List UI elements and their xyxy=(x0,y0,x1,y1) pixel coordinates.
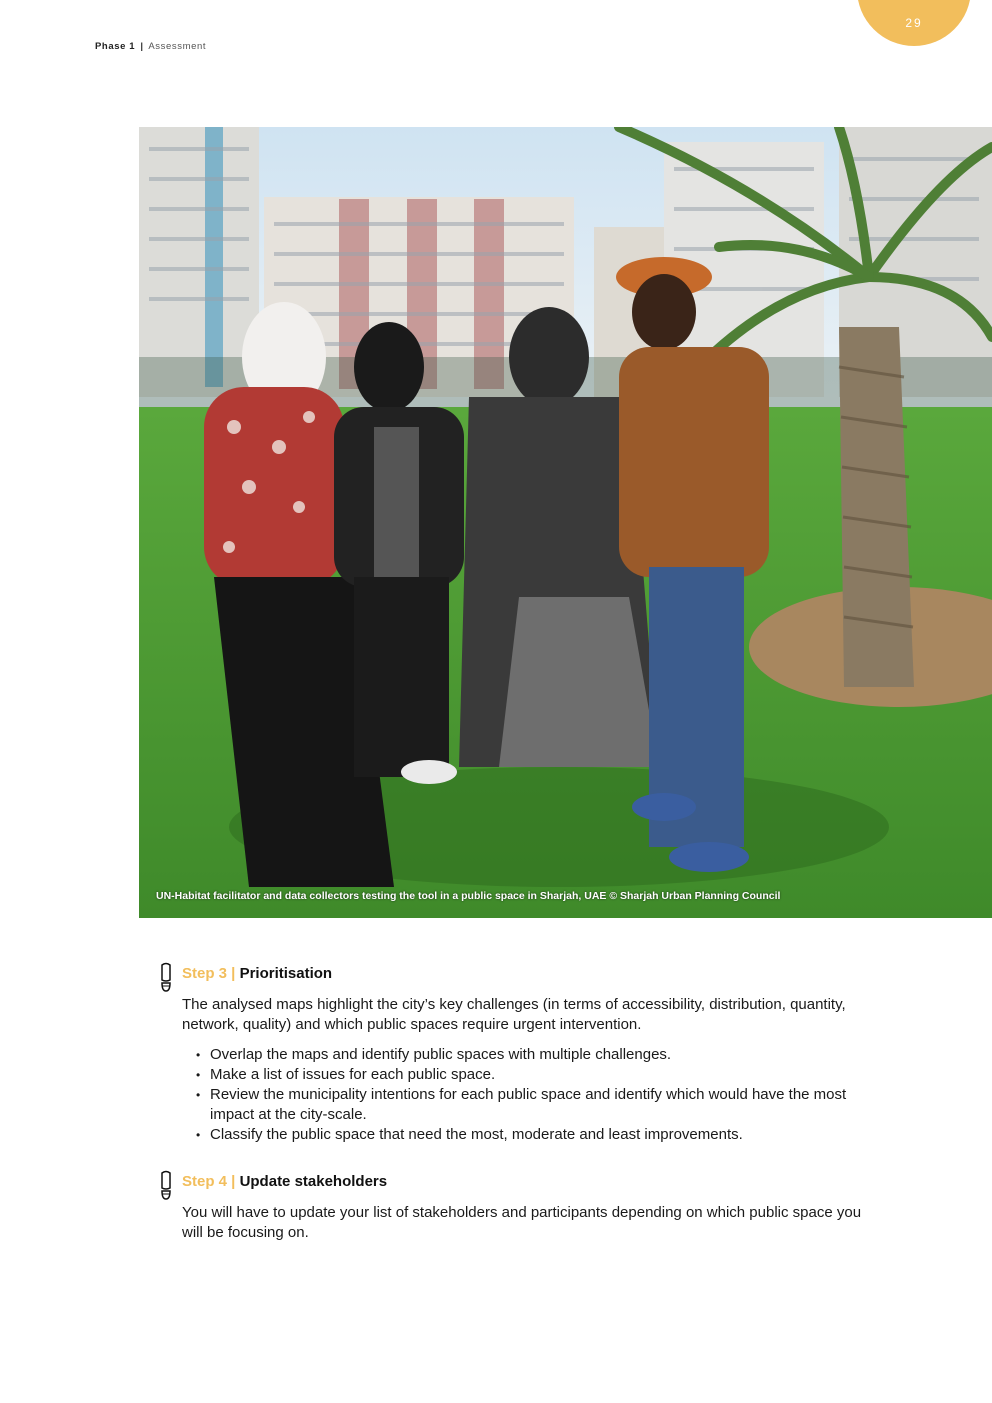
footprint-icon xyxy=(158,962,174,994)
step-4-label: Step 4 | xyxy=(182,1173,236,1190)
list-item: • Review the municipality intentions for each public space and identify which would have the most impact at the city-scale. xyxy=(196,1086,847,1123)
list-item: • Classify the public space that need the most, moderate and least improvements. xyxy=(196,1126,743,1143)
running-header xyxy=(95,41,206,52)
step-4-title: Update stakeholders xyxy=(239,1173,388,1190)
list-item: • Make a list of issues for each public space. xyxy=(196,1066,496,1083)
header-section: Assessment xyxy=(148,41,207,52)
list-item: • Overlap the maps and identify public spaces with multiple challenges. xyxy=(196,1046,672,1063)
photo-illustration xyxy=(139,127,992,918)
step-4-heading xyxy=(182,1173,387,1190)
step-3-paragraph: The analysed maps highlight the city’s key challenges (in terms of accessibility, distribution, quantity, network, quality) and which public spaces require urgent intervention. xyxy=(182,996,846,1033)
page-number: 29 xyxy=(905,16,923,30)
header-separator: | xyxy=(140,41,144,52)
step-3-label: Step 3 | xyxy=(182,965,236,982)
feature-photo xyxy=(139,127,992,918)
footprint-icon xyxy=(158,1170,174,1202)
step-3-title: Prioritisation xyxy=(239,965,333,982)
step-4-paragraph: You will have to update your list of stakeholders and participants depending on which public space you will be focusing on. xyxy=(182,1204,862,1241)
header-phase: Phase 1 xyxy=(95,41,136,52)
photo-caption: UN-Habitat facilitator and data collectors testing the tool in a public space in Sharjah, UAE © Sharjah Urban Planning Council xyxy=(156,890,781,902)
step-3-bullet-list xyxy=(196,1045,872,1145)
step-3-heading xyxy=(182,965,332,982)
